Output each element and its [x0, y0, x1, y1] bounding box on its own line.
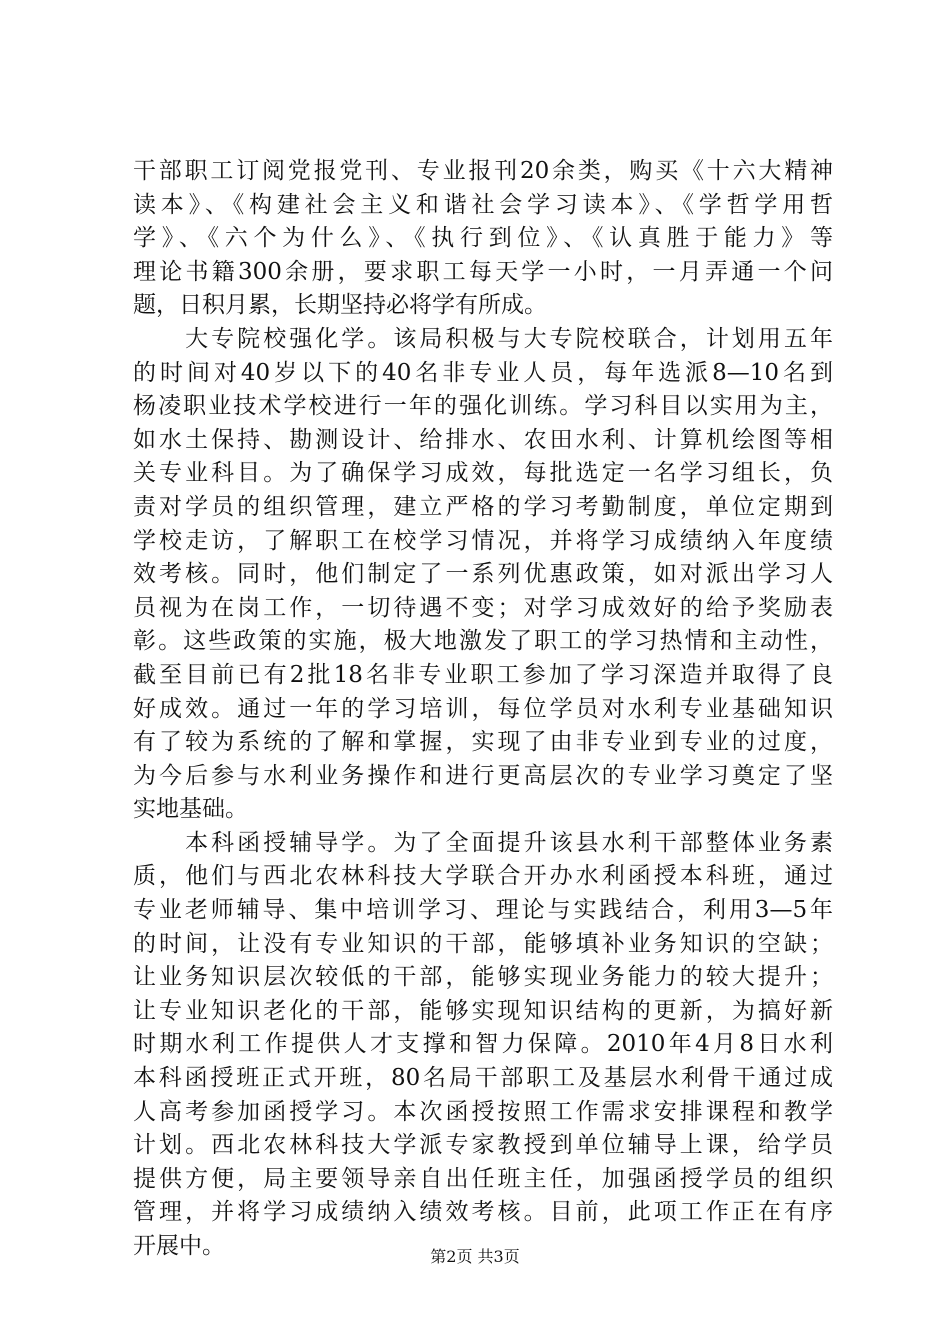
text-line: 时期水利工作提供人才支撑和智力保障。2010年4月8日水利	[133, 1031, 833, 1058]
text-line: 管理，并将学习成绩纳入绩效考核。目前，此项工作正在有序	[133, 1199, 833, 1226]
document-body	[133, 155, 833, 1264]
text-line: 学校走访，了解职工在校学习情况，并将学习成绩纳入年度绩	[133, 527, 833, 554]
text-line: 责对学员的组织管理，建立严格的学习考勤制度，单位定期到	[133, 493, 833, 520]
page-footer	[0, 1244, 950, 1267]
text-line: 的时间对40岁以下的40名非专业人员，每年选派8—10名到	[133, 359, 833, 386]
text-line: 让专业知识老化的干部，能够实现知识结构的更新，为搞好新	[133, 997, 833, 1024]
text-line: 开展中。	[133, 1233, 225, 1259]
text-line: 效考核。同时，他们制定了一系列优惠政策，如对派出学习人	[133, 561, 833, 588]
text-line: 为今后参与水利业务操作和进行更高层次的专业学习奠定了坚	[133, 762, 833, 789]
text-line: 计划。西北农林科技大学派专家教授到单位辅导上课，给学员	[133, 1132, 833, 1159]
text-line: 大专院校强化学。该局积极与大专院校联合，计划用五年	[133, 325, 833, 352]
text-line: 如水土保持、勘测设计、给排水、农田水利、计算机绘图等相	[133, 426, 833, 453]
text-line: 杨凌职业技术学校进行一年的强化训练。学习科目以实用为主，	[133, 393, 833, 420]
text-line: 读本》、《构建社会主义和谐社会学习读本》、《学哲学用哲	[133, 191, 833, 218]
text-line: 的时间，让没有专业知识的干部，能够填补业务知识的空缺；	[133, 930, 833, 957]
text-line: 人高考参加函授学习。本次函授按照工作需求安排课程和教学	[133, 1098, 833, 1125]
text-line: 截至目前已有2批18名非专业职工参加了学习深造并取得了良	[133, 661, 833, 688]
text-line: 本科函授班正式开班，80名局干部职工及基层水利骨干通过成	[133, 1065, 833, 1092]
text-line: 让业务知识层次较低的干部，能够实现业务能力的较大提升；	[133, 964, 833, 991]
text-line: 本科函授辅导学。为了全面提升该县水利干部整体业务素	[133, 829, 833, 856]
text-line: 有了较为系统的了解和掌握，实现了由非专业到专业的过度，	[133, 729, 833, 756]
text-line: 专业老师辅导、集中培训学习、理论与实践结合，利用3—5年	[133, 897, 833, 924]
text-line: 理论书籍300余册，要求职工每天学一小时，一月弄通一个问	[133, 258, 833, 285]
text-line: 题，日积月累，长期坚持必将学有所成。	[133, 292, 547, 319]
text-line: 关专业科目。为了确保学习成效，每批选定一名学习组长，负	[133, 460, 833, 487]
text-line: 提供方便，局主要领导亲自出任班主任，加强函授学员的组织	[133, 1165, 833, 1192]
text-line: 实地基础。	[133, 796, 248, 823]
text-line: 质，他们与西北农林科技大学联合开办水利函授本科班，通过	[133, 863, 833, 890]
text-line: 学》、《六个为什么》、《执行到位》、《认真胜于能力》等	[133, 225, 833, 252]
text-line: 员视为在岗工作，一切待遇不变；对学习成效好的给予奖励表	[133, 594, 833, 621]
text-line: 彰。这些政策的实施，极大地激发了职工的学习热情和主动性，	[133, 628, 833, 655]
text-line: 好成效。通过一年的学习培训，每位学员对水利专业基础知识	[133, 695, 833, 722]
text-line: 干部职工订阅党报党刊、专业报刊20余类，购买《十六大精神	[133, 158, 833, 184]
page-number: 第2页 共3页	[430, 1247, 520, 1266]
